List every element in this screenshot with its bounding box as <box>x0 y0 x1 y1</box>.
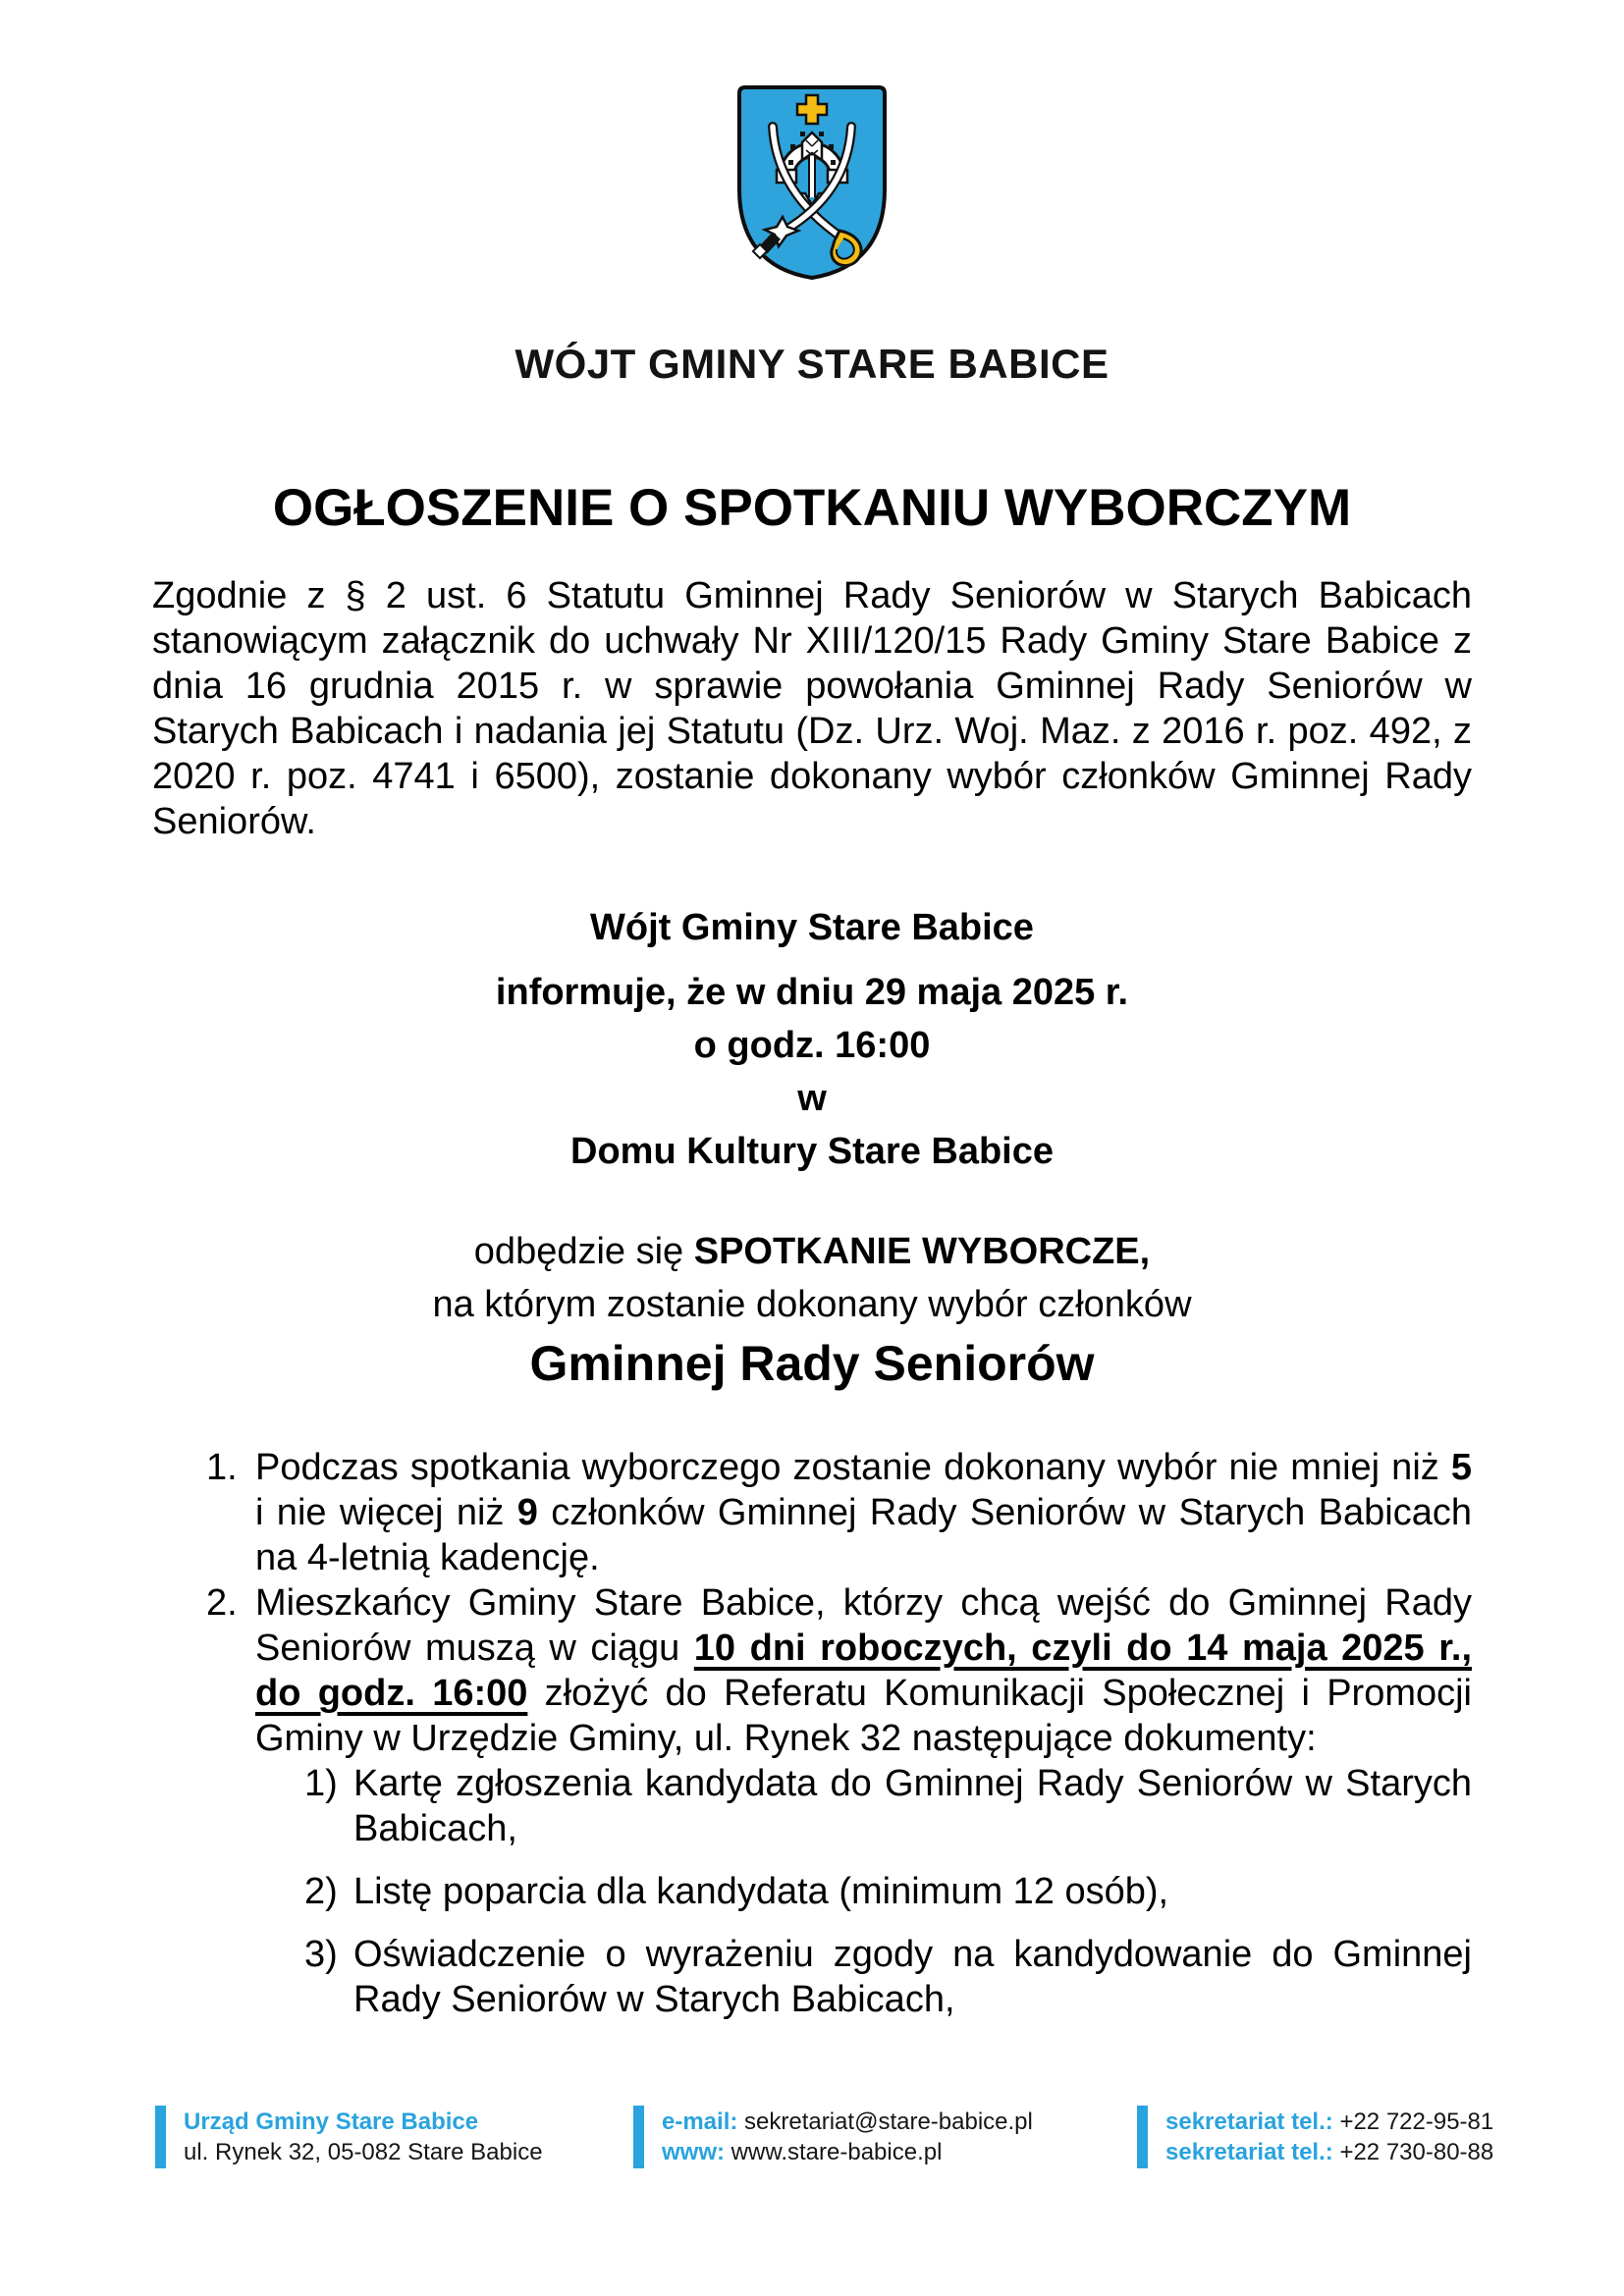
footer-email-value: sekretariat@stare-babice.pl <box>744 2109 1033 2135</box>
meeting-line-2: na którym zostanie dokonany wybór członków <box>432 1284 1192 1325</box>
meeting-line-1-normal: odbędzie się <box>473 1231 694 1272</box>
council-title: Gminnej Rady Seniorów <box>529 1336 1095 1391</box>
list-item-2-text: Mieszkańcy Gminy Stare Babice, którzy chcą wejść do Gminnej Rady Seniorów muszą w ciągu 10 dni roboczych, czyli do 14 maja 2025 r., do godz. 16:00 złożyć do Referatu Komunikacji Społecznej i Promocji Gminy w Urzędzie Gminy, ul. Rynek 32 następujące dokumenty: <box>255 1582 1472 1759</box>
list-item-2 <box>152 1580 1472 1761</box>
footer-accent-bar <box>1137 2106 1148 2168</box>
footer-email-line <box>662 2107 1033 2137</box>
footer-phone-label-1: sekretariat tel.: <box>1165 2109 1333 2135</box>
footer-phone-column <box>1137 2106 1493 2168</box>
sub-item-3-text: Oświadczenie o wyrażeniu zgody na kandydowanie do Gminnej Rady Seniorów w Starych Babicach, <box>353 1934 1472 2020</box>
footer-phone-label-2: sekretariat tel.: <box>1165 2139 1333 2165</box>
announcement-line: Wójt Gminy Stare Babice <box>590 907 1034 948</box>
footer-www-label: www: <box>662 2139 725 2165</box>
sub-item-1 <box>152 1761 1472 1851</box>
list-item-2-marker: 2. <box>206 1582 238 1624</box>
footer-contact-column <box>633 2106 1033 2168</box>
sub-item-3 <box>152 1932 1472 2022</box>
footer-email-label: e-mail: <box>662 2109 738 2135</box>
footer-office-address: ul. Rynek 32, 05-082 Stare Babice <box>184 2139 543 2165</box>
footer-www-value: www.stare-babice.pl <box>731 2139 943 2165</box>
announcement-line: o godz. 16:00 <box>693 1025 931 1066</box>
sub-item-2-marker: 2) <box>304 1871 338 1912</box>
intro-paragraph: Zgodnie z § 2 ust. 6 Statutu Gminnej Rady Seniorów w Starych Babicach stanowiącym załącznik do uchwały Nr XIII/120/15 Rady Gminy Stare Babice z dnia 16 grudnia 2015 r. w sprawie powołania Gminnej Rady Seniorów w Starych Babicach i nadania jej Statutu (Dz. Urz. Woj. Maz. z 2016 r. poz. 492, z 2020 r. poz. 4741 i 6500), zostanie dokonany wybór członków Gminnej Rady Seniorów. <box>152 575 1472 842</box>
announcement-line: Domu Kultury Stare Babice <box>570 1131 1054 1172</box>
sub-item-1-text: Kartę zgłoszenia kandydata do Gminnej Rady Seniorów w Starych Babicach, <box>353 1763 1472 1849</box>
sub-item-2-text: Listę poparcia dla kandydata (minimum 12 osób), <box>353 1871 1169 1912</box>
meeting-block <box>152 1229 1472 1392</box>
footer-www-line <box>662 2137 1033 2167</box>
footer-address-column <box>155 2106 543 2168</box>
coat-of-arms-icon <box>728 83 896 282</box>
footer-phone-line-2 <box>1165 2137 1493 2167</box>
footer-accent-bar <box>633 2106 644 2168</box>
meeting-line-1 <box>152 1229 1472 1274</box>
footer <box>0 2106 1624 2184</box>
sub-item-2 <box>152 1869 1472 1914</box>
main-heading: OGŁOSZENIE O SPOTKANIU WYBORCZYM <box>272 479 1352 537</box>
sub-item-1-marker: 1) <box>304 1763 338 1804</box>
list-item-1-marker: 1. <box>206 1447 238 1488</box>
announcement-line: informuje, że w dniu 29 maja 2025 r. <box>495 972 1129 1013</box>
meeting-line-1-bold: SPOTKANIE WYBORCZE, <box>693 1231 1151 1272</box>
footer-accent-bar <box>155 2106 166 2168</box>
sub-item-3-marker: 3) <box>304 1934 338 1975</box>
footer-phone-value-1: +22 722-95-81 <box>1339 2109 1494 2135</box>
list-item-1 <box>152 1445 1472 1580</box>
announcement-block <box>152 905 1472 1174</box>
announcement-line: w <box>797 1078 827 1119</box>
rules-list <box>152 1445 1472 2022</box>
list-item-1-text: Podczas spotkania wyborczego zostanie dokonany wybór nie mniej niż 5 i nie więcej niż 9 członków Gminnej Rady Seniorów w Starych Babicach na 4-letnią kadencję. <box>255 1447 1472 1578</box>
footer-office-name: Urząd Gminy Stare Babice <box>184 2109 479 2135</box>
footer-phone-value-2: +22 730-80-88 <box>1339 2139 1494 2165</box>
footer-phone-line-1 <box>1165 2107 1493 2137</box>
deadline-emphasis: 10 dni roboczych, czyli do 14 maja 2025 r., do godz. 16:00 <box>255 1628 1472 1714</box>
org-title: WÓJT GMINY STARE BABICE <box>514 341 1110 387</box>
